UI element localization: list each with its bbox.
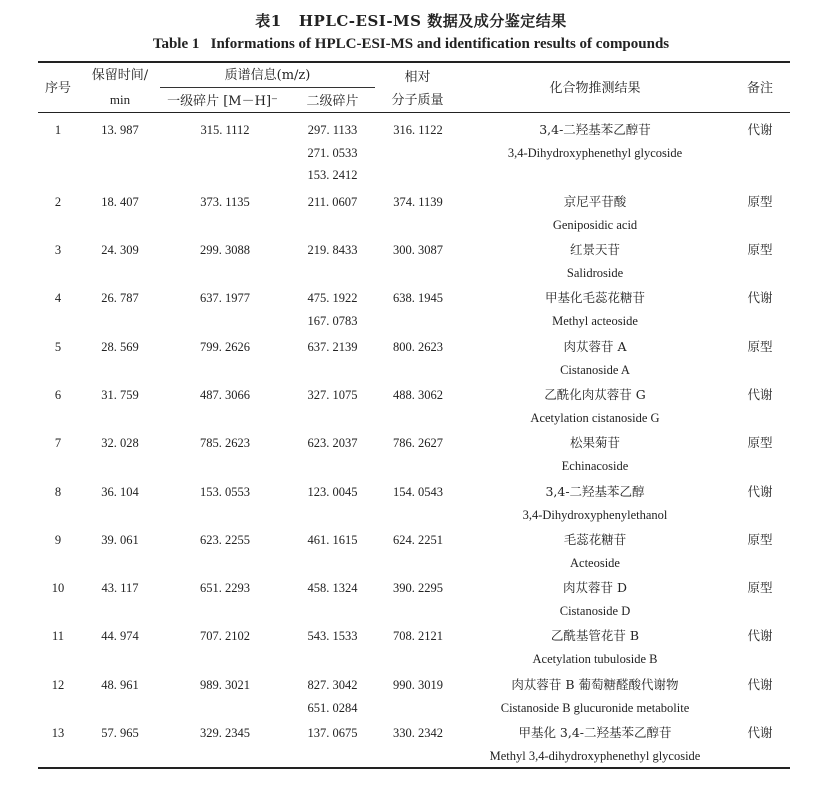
cell-retention-time: 36. 104 (101, 485, 139, 499)
table-caption-cn (0, 10, 822, 31)
cell-compound-en: Cistanoside A (560, 362, 630, 377)
cell-note: 代谢 (747, 290, 773, 305)
cell-molecular-mass: 786. 2627 (393, 436, 443, 450)
header-mw-line1: 相对 (404, 70, 431, 85)
cell-no: 12 (51, 678, 65, 692)
cell-compound-cn: 乙酰化肉苁蓉苷 G (544, 387, 646, 402)
cell-note: 原型 (747, 532, 773, 547)
cell-retention-time: 44. 974 (101, 629, 139, 643)
cell-compound-en: Echinacoside (561, 458, 629, 473)
cell-ms2-fragment: 623. 2037 (307, 436, 358, 450)
table-top-rule (38, 61, 790, 63)
cell-ms2-fragment: 211. 0607 (307, 195, 358, 209)
cell-ms2-fragment: 297. 1133 (307, 123, 358, 137)
cell-compound-cn: 肉苁蓉苷 A (563, 339, 627, 354)
cell-compound-en: 3,4-Dihydroxyphenylethanol (522, 507, 668, 522)
cell-retention-time: 13. 987 (101, 123, 139, 137)
cell-ms2-fragment: 637. 2139 (307, 340, 358, 354)
cell-compound-cn: 乙酰基管花苷 B (550, 628, 640, 643)
caption-cn-label: 表1 (255, 12, 282, 30)
cell-ms2-fragment: 219. 8433 (307, 243, 358, 257)
cell-note: 原型 (747, 242, 773, 257)
cell-note: 原型 (747, 194, 773, 209)
cell-ms2-fragment: 461. 1615 (307, 533, 358, 547)
cell-ms1-fragment: 315. 1112 (200, 123, 250, 137)
cell-ms2-fragment: 167. 0783 (307, 313, 358, 328)
cell-compound-en: Cistanoside B glucuronide metabolite (500, 700, 690, 715)
cell-no: 5 (54, 340, 62, 354)
cell-note: 代谢 (747, 677, 773, 692)
cell-ms2-fragment: 827. 3042 (307, 678, 358, 692)
cell-ms2-fragment: 137. 0675 (307, 726, 358, 740)
cell-molecular-mass: 800. 2623 (393, 340, 443, 354)
cell-molecular-mass: 330. 2342 (393, 726, 443, 740)
cell-no: 2 (54, 195, 62, 209)
cell-retention-time: 28. 569 (101, 340, 139, 354)
cell-note: 原型 (747, 339, 773, 354)
cell-compound-en: Cistanoside D (559, 603, 631, 618)
cell-compound-cn: 毛蕊花糖苷 (563, 532, 627, 547)
cell-compound-cn: 甲基化毛蕊花糖苷 (544, 290, 645, 305)
cell-ms2-fragment: 153. 2412 (307, 168, 358, 182)
cell-molecular-mass: 390. 2295 (393, 581, 443, 595)
cell-compound-en: 3,4-Dihydroxyphenethyl glycoside (507, 145, 683, 160)
cell-ms1-fragment: 623. 2255 (200, 533, 250, 547)
cell-compound-cn: 3,4-二羟基苯乙醇 (545, 484, 645, 499)
cell-ms2-fragment: 458. 1324 (307, 581, 358, 595)
cell-compound-en: Salidroside (566, 265, 624, 280)
cell-molecular-mass: 990. 3019 (393, 678, 443, 692)
cell-no: 6 (54, 388, 62, 402)
header-mw-line2: 分子质量 (391, 93, 444, 108)
cell-no: 1 (54, 123, 62, 137)
cell-molecular-mass: 154. 0543 (393, 485, 443, 499)
cell-no: 7 (54, 436, 62, 450)
cell-molecular-mass: 300. 3087 (393, 243, 443, 257)
cell-compound-cn: 3,4-二羟基苯乙醇苷 (539, 122, 651, 137)
cell-retention-time: 57. 965 (101, 726, 139, 740)
cell-no: 4 (54, 291, 62, 305)
cell-ms2-fragment: 123. 0045 (307, 485, 358, 499)
cell-ms1-fragment: 153. 0553 (200, 485, 250, 499)
cell-compound-en: Methyl acteoside (552, 313, 638, 328)
cell-compound-en: Methyl 3,4-dihydroxyphenethyl glycoside (489, 748, 701, 763)
cell-ms1-fragment: 707. 2102 (200, 629, 250, 643)
cell-no: 3 (54, 243, 62, 257)
cell-molecular-mass: 374. 1139 (393, 195, 443, 209)
cell-retention-time: 18. 407 (101, 195, 139, 209)
cell-ms1-fragment: 799. 2626 (200, 340, 250, 354)
cell-retention-time: 32. 028 (101, 436, 139, 450)
cell-ms1-fragment: 637. 1977 (200, 291, 250, 305)
cell-ms2-fragment: 543. 1533 (307, 629, 358, 643)
header-note: 备注 (746, 81, 773, 96)
cell-note: 代谢 (747, 122, 773, 137)
cell-retention-time: 43. 117 (101, 581, 139, 595)
header-no: 序号 (44, 81, 71, 96)
cell-compound-cn: 京尼平苷酸 (563, 194, 627, 209)
caption-cn-title: HPLC-ESI-MS 数据及成分鉴定结果 (298, 12, 567, 30)
header-ms2: 二级碎片 (306, 94, 359, 109)
cell-no: 11 (51, 629, 65, 643)
cell-compound-cn: 肉苁蓉苷 D (563, 580, 627, 595)
ms-info-subrule (160, 87, 375, 88)
cell-note: 原型 (747, 435, 773, 450)
cell-no: 10 (51, 581, 65, 595)
cell-molecular-mass: 624. 2251 (393, 533, 443, 547)
cell-compound-cn: 红景天苷 (569, 242, 620, 257)
cell-ms1-fragment: 299. 3088 (200, 243, 250, 257)
cell-note: 代谢 (747, 484, 773, 499)
cell-molecular-mass: 708. 2121 (393, 629, 443, 643)
cell-molecular-mass: 638. 1945 (393, 291, 443, 305)
cell-retention-time: 48. 961 (101, 678, 139, 692)
cell-ms2-fragment: 271. 0533 (307, 145, 358, 160)
cell-retention-time: 31. 759 (101, 388, 139, 402)
caption-en-label: Table 1 (152, 36, 200, 52)
cell-ms1-fragment: 989. 3021 (200, 678, 250, 692)
cell-ms1-fragment: 785. 2623 (200, 436, 250, 450)
table-bottom-rule (38, 767, 790, 769)
header-rt-line2: min (109, 92, 131, 107)
header-rt-line1: 保留时间/ (91, 68, 149, 83)
cell-compound-en: Acteoside (570, 555, 620, 570)
cell-no: 13 (51, 726, 65, 740)
cell-compound-en: Geniposidic acid (552, 217, 638, 232)
cell-compound-en: Acetylation cistanoside G (530, 410, 660, 425)
cell-compound-cn: 松果菊苷 (569, 435, 620, 450)
cell-note: 代谢 (747, 628, 773, 643)
cell-note: 原型 (747, 580, 773, 595)
cell-retention-time: 24. 309 (101, 243, 139, 257)
cell-ms2-fragment: 475. 1922 (307, 291, 358, 305)
cell-ms1-fragment: 487. 3066 (200, 388, 250, 402)
cell-no: 8 (54, 485, 62, 499)
cell-note: 代谢 (747, 387, 773, 402)
cell-compound-cn: 肉苁蓉苷 B 葡萄糖醛酸代谢物 (511, 677, 679, 692)
cell-note: 代谢 (747, 725, 773, 740)
cell-ms2-fragment: 651. 0284 (307, 700, 358, 715)
table-caption-en (0, 36, 822, 53)
header-compound: 化合物推测结果 (549, 81, 641, 96)
header-ms1: 一级碎片 [M－H]⁻ (167, 94, 278, 109)
cell-compound-en: Acetylation tubuloside B (532, 651, 658, 666)
cell-retention-time: 39. 061 (101, 533, 139, 547)
cell-molecular-mass: 316. 1122 (393, 123, 443, 137)
caption-en-title: Informations of HPLC-ESI-MS and identification results of compounds (210, 36, 670, 52)
cell-ms1-fragment: 651. 2293 (200, 581, 250, 595)
cell-retention-time: 26. 787 (101, 291, 139, 305)
table-header-rule (38, 112, 790, 113)
cell-molecular-mass: 488. 3062 (393, 388, 443, 402)
cell-ms2-fragment: 327. 1075 (307, 388, 358, 402)
cell-ms1-fragment: 329. 2345 (200, 726, 250, 740)
cell-no: 9 (54, 533, 62, 547)
header-ms-info: 质谱信息(m/z) (224, 68, 311, 83)
cell-ms1-fragment: 373. 1135 (200, 195, 250, 209)
cell-compound-cn: 甲基化 3,4-二羟基苯乙醇苷 (518, 725, 672, 740)
